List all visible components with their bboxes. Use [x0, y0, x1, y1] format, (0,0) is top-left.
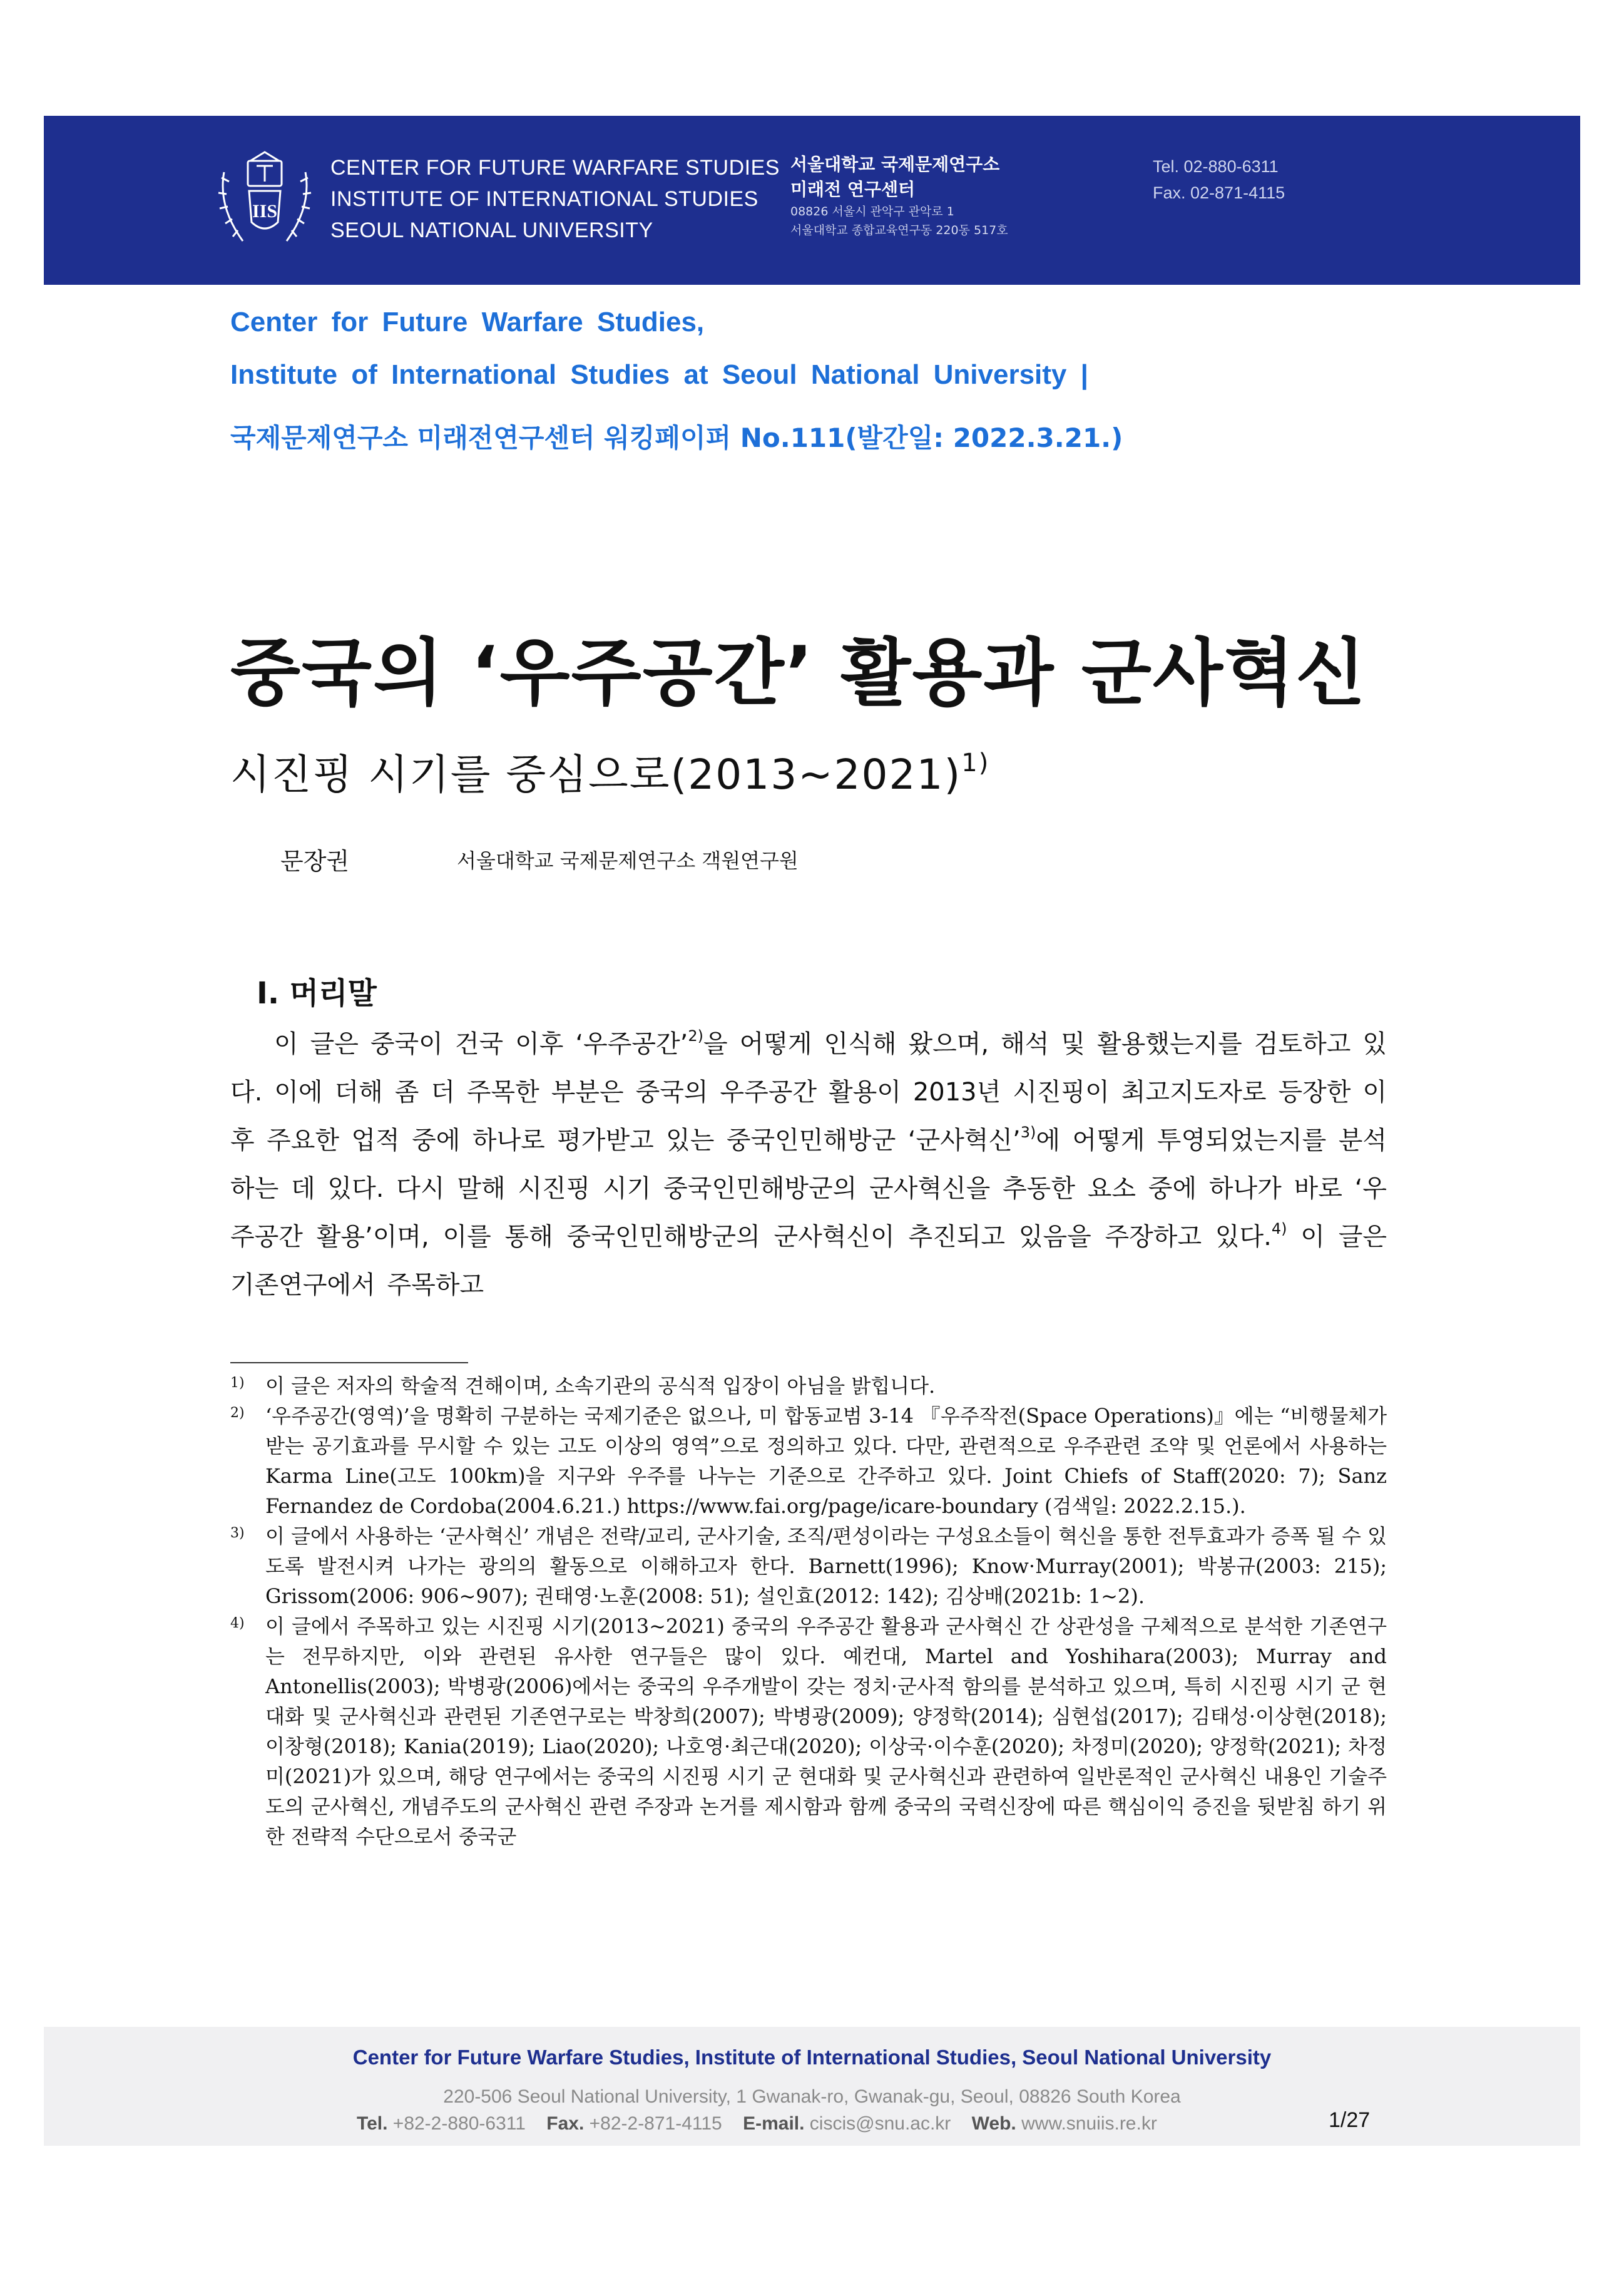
header-en-line: SEOUL NATIONAL UNIVERSITY	[330, 218, 653, 242]
footnote-mark: 3)	[230, 1525, 245, 1541]
header-fax: Fax. 02-871-4115	[1153, 183, 1285, 202]
paper-title: 중국의 ‘우주공간’ 활용과 군사혁신	[230, 631, 1367, 715]
footer-web-link[interactable]: www.snuiis.re.kr	[1021, 2113, 1157, 2134]
footer-fax: +82-2-871-4115	[589, 2113, 722, 2134]
header-address2: 서울대학교 종합교육연구동 220동 517호	[790, 223, 1008, 237]
footer-band	[44, 2027, 1580, 2146]
footer-institution: Center for Future Warfare Studies, Institute of International Studies, Seoul National University	[352, 2046, 1272, 2069]
footnote-item	[230, 1371, 1387, 1401]
body-text-2: 을 어떻게 인식해 왔으며, 해석 및 활용했는지를 검토하고 있다. 이에 더해 좀 더 주목한 부분은 중국의 우주공간 활용이 2013년 시진핑이 최고지도자로 등장한 이후 주요한 업적 중에 하나로 평가받고 있는 중국인민해방군 ‘군사혁신’	[230, 1030, 1387, 1155]
footnote-ref-3: 3)	[1020, 1124, 1036, 1141]
snu-iis-logo-icon	[212, 147, 318, 254]
header-band	[44, 116, 1580, 285]
footnotes	[230, 1371, 1387, 1852]
footnote-ref-4: 4)	[1271, 1220, 1287, 1238]
footer-tel-label: Tel.	[357, 2113, 388, 2134]
footnote-item	[230, 1611, 1387, 1852]
header-institution-ko	[790, 152, 1008, 240]
footnote-ref-1: 1)	[961, 749, 990, 777]
author-name: 문장권	[280, 848, 350, 875]
subheader-line2: Institute of International Studies at Seoul National University |	[230, 359, 1088, 390]
paper-subtitle	[230, 741, 989, 801]
footer-email-link[interactable]: ciscis@snu.ac.kr	[809, 2113, 951, 2134]
footnote-mark: 1)	[230, 1375, 245, 1391]
working-paper-info: 국제문제연구소 미래전연구센터 워킹페이퍼 No.111(발간일: 2022.3.21.)	[230, 423, 1123, 453]
footnote-item	[230, 1521, 1387, 1611]
body-text-3: 에 어떻게 투영되었는지를 분석하는 데 있다. 다시 말해 시진핑 시기 중국인민해방군의 군사혁신을 추동한 요소 중에 하나가 바로 ‘우주공간 활용’이며, 이를 통해 중국인민해방군의 군사혁신이 추진되고 있음을 주장하고 있다.	[230, 1126, 1387, 1251]
footnote-ref-2: 2)	[688, 1027, 703, 1045]
header-en-line: CENTER FOR FUTURE WARFARE STUDIES	[330, 156, 780, 180]
subtitle-text: 시진핑 시기를 중심으로(2013~2021)	[230, 751, 962, 799]
subheader-line1: Center for Future Warfare Studies,	[230, 307, 705, 337]
footnote-divider	[230, 1362, 468, 1363]
body-paragraph	[230, 1020, 1387, 1309]
header-en-line: INSTITUTE OF INTERNATIONAL STUDIES	[330, 187, 758, 211]
footer-address: 220-506 Seoul National University, 1 Gwanak-ro, Gwanak-gu, Seoul, 08826 South Korea	[443, 2086, 1181, 2107]
footer-tel: +82-2-880-6311	[392, 2113, 526, 2134]
footnote-text: ‘우주공간(영역)’을 명확히 구분하는 국제기준은 없으나, 미 합동교범 3-14 『우주작전(Space Operations)』에는 “비행물체가 받는 공기효과를 무시할 수 있는 고도 이상의 영역”으로 정의하고 있다. 다만, 관련적으로 우주관련 조약 및 언론에서 사용하는 Karma Line(고도 100km)을 지구와 우주를 나누는 기준으로 간주하고 있다. Joint Chiefs of Staff(2020: 7); Sanz Fernandez de Cordoba(2004.6.21.) https://www.fai.org/page/icare-boundary (검색일: 2022.2.15.).	[265, 1404, 1387, 1518]
footnote-mark: 4)	[230, 1616, 245, 1631]
logo-text: IIS	[252, 201, 278, 222]
header-address1: 08826 서울시 관악구 관악로 1	[790, 205, 954, 218]
footnote-text: 이 글에서 주목하고 있는 시진핑 시기(2013~2021) 중국의 우주공간 활용과 군사혁신 간 상관성을 구체적으로 분석한 기존연구는 전무하지만, 이와 관련된 유사한 연구들은 많이 있다. 예컨대, Martel and Yoshihara(2003); Murray and Antonellis(2003); 박병광(2006)에서는 중국의 우주개발이 갖는 정치·군사적 함의를 분석하고 있으며, 특히 시진핑 시기 군 현대화 및 군사혁신과 관련된 기존연구로는 박창희(2007); 박병광(2009); 양정학(2014); 심현섭(2017); 김태성·이상현(2018); 이창형(2018); Kania(2019); Liao(2020); 나호영·최근대(2020); 이상국·이수훈(2020); 차정미(2020); 양정학(2021); 차정미(2021)가 있으며, 해당 연구에서는 중국의 시진핑 시기 군 현대화 및 군사혁신과 관련하여 일반론적인 군사혁신 내용인 기술주도의 군사혁신, 개념주도의 군사혁신 관련 주장과 논거를 제시함과 함께 중국의 국력신장에 따른 핵심이익 증진을 뒷받침 하기 위한 전략적 수단으로서 중국군	[265, 1614, 1387, 1848]
footer-web-label: Web.	[971, 2113, 1016, 2134]
page-number: 1/27	[1329, 2108, 1371, 2132]
body-text-4: 이 글은 기존연구에서 주목하고	[230, 1222, 1387, 1299]
header-ko-line1: 서울대학교 국제문제연구소	[790, 154, 1000, 175]
footer-email-label: E-mail.	[743, 2113, 805, 2134]
author-affiliation: 서울대학교 국제문제연구소 객원연구원	[457, 849, 799, 873]
body-text-1: 이 글은 중국이 건국 이후 ‘우주공간’	[274, 1030, 688, 1058]
footnote-text: 이 글은 저자의 학술적 견해이며, 소속기관의 공식적 입장이 아님을 밝힙니다.	[265, 1374, 936, 1398]
footer-contact	[357, 2113, 1157, 2135]
header-ko-line2: 미래전 연구센터	[790, 179, 916, 200]
header-institution-en	[330, 152, 780, 246]
footnote-text: 이 글에서 사용하는 ‘군사혁신’ 개념은 전략/교리, 군사기술, 조직/편성이라는 구성요소들이 혁신을 통한 전투효과가 증폭 될 수 있도록 발전시켜 나가는 광의의 활동으로 이해하고자 한다. Barnett(1996); Know·Murray(2001); 박봉규(2003: 215); Grissom(2006: 906~907); 권태영·노훈(2008: 51); 설인효(2012: 142); 김상배(2021b: 1~2).	[265, 1524, 1387, 1608]
footer-fax-label: Fax.	[546, 2113, 585, 2134]
section-heading: Ⅰ. 머리말	[257, 976, 377, 1011]
header-tel: Tel. 02-880-6311	[1153, 157, 1279, 176]
footnote-mark: 2)	[230, 1405, 245, 1421]
header-contact	[1153, 153, 1285, 206]
footnote-item	[230, 1401, 1387, 1521]
